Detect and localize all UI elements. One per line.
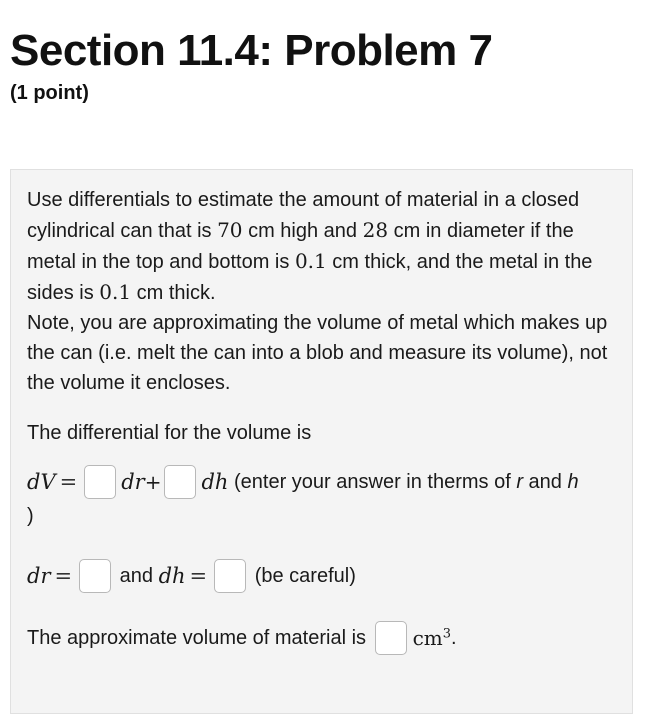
enter-hint-text: (enter your answer in therms of [228,471,517,493]
volume-row [27,621,616,655]
coef-dh-input[interactable] [164,465,196,499]
close-paren: ) [27,505,34,527]
problem-panel [10,169,633,714]
be-careful-text: (be careful) [249,565,356,587]
note-text: Note, you are approximating the volume of metal which makes up the can (i.e. melt the can into a blob and measure its volume), not the volume it encloses. [27,312,608,394]
equals-sign: = [59,470,78,494]
and-dh-text: and [114,565,159,587]
dr-eq-symbol: dr [27,564,51,588]
problem-statement [27,185,616,308]
differential-row [27,465,616,499]
unit-exponent: 3 [442,626,452,642]
coef-dr-input[interactable] [84,465,116,499]
h-variable: h [567,471,579,493]
plus-sign: + [144,470,162,494]
unit-cm: cm [412,626,443,650]
volume-input[interactable] [375,621,407,655]
dV-symbol: dV [27,470,56,494]
diameter-value: 28 [362,218,389,242]
dh-symbol: dh [201,470,229,494]
volume-unit [413,623,451,653]
statement-text-1: Use differentials to estimate the amount of material in a closed cylindrical can that is [27,189,580,242]
approx-volume-text: The approximate volume of material is [27,627,372,649]
dr-value-input[interactable] [79,559,111,593]
dr-equals-sign: = [54,564,73,588]
statement-text-5: cm thick. [131,282,216,304]
differential-intro: The differential for the volume is [27,422,312,444]
side-thickness-value: 0.1 [99,280,132,304]
statement-text-4: cm thick, and the metal in the sides is [27,251,593,304]
r-variable: r [516,471,523,493]
and-text: and [523,471,568,493]
dr-symbol: dr [121,470,145,494]
statement-text-2: cm high and [242,220,363,242]
top-thickness-value: 0.1 [294,249,327,273]
problem-body [27,185,616,655]
page-title: Section 11.4: Problem 7 [10,26,493,75]
dh-equals-sign: = [189,564,208,588]
period: . [451,627,457,649]
points-label: (1 point) [10,82,89,104]
dh-eq-symbol: dh [158,564,186,588]
dh-value-input[interactable] [214,559,246,593]
height-value: 70 [217,218,243,242]
dr-dh-row [27,559,616,593]
statement-text-3: cm in diameter if the metal in the top and bottom is [27,220,574,273]
